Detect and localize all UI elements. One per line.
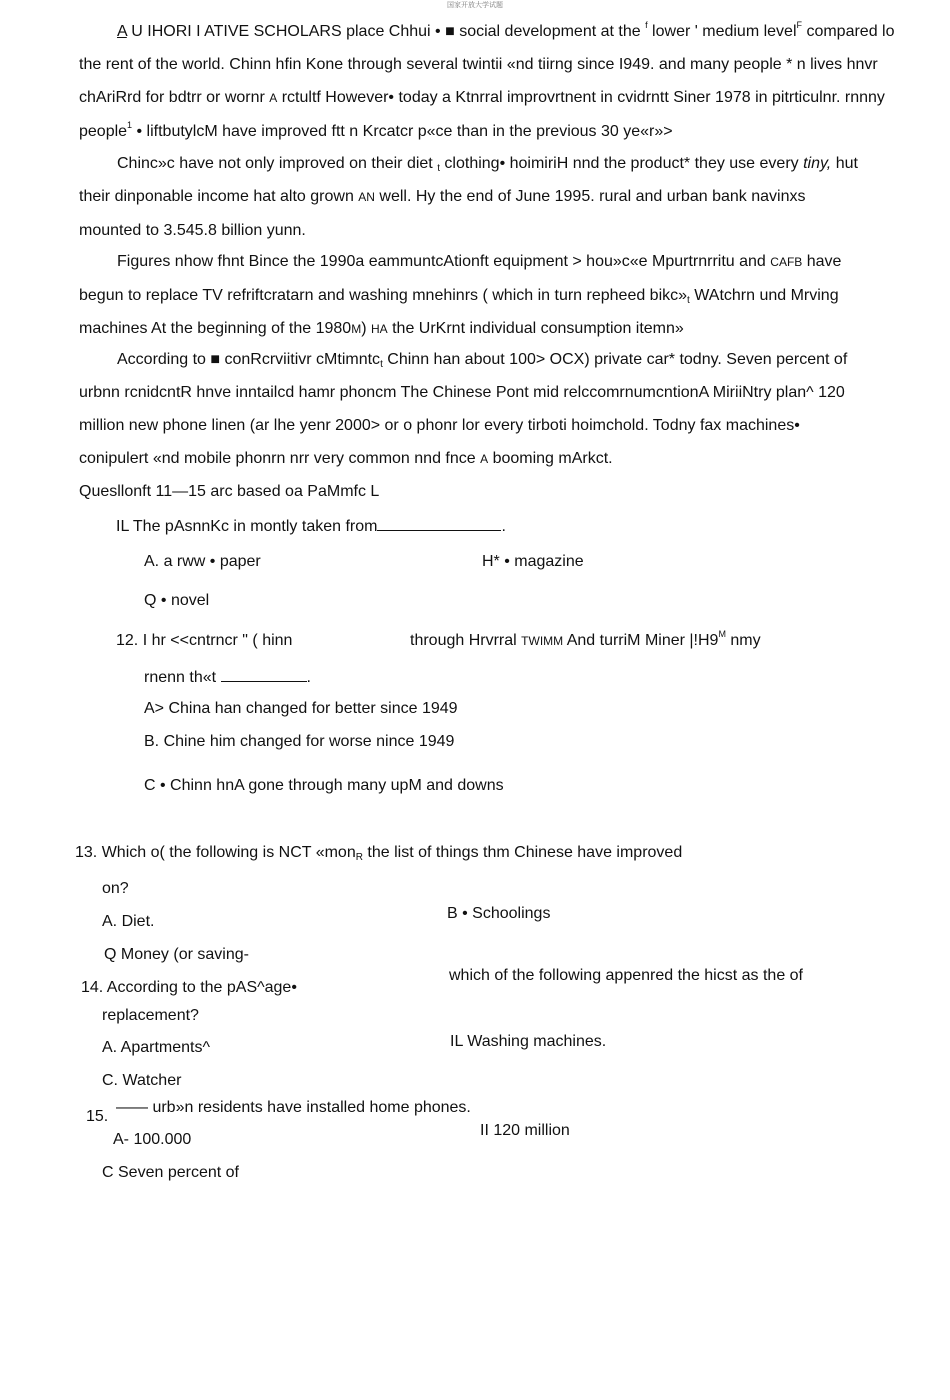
question-12-stem-right: through Hrvrral TWIMM And turriM Miner $|!H9^M$ nmy [410,629,761,649]
paragraph-2-line-3: mounted to 3.545.8 billion yunn. [79,222,306,239]
question-11-option-a: A. a rww • paper [144,553,261,570]
question-15-stem: —— urb»n residents have installed home phones. [116,1099,471,1116]
question-14-stem-line-2: replacement? [102,1007,199,1024]
page-header: 国家开放大学试题 [447,1,503,9]
question-11-stem: IL The pAsnnKc in montly taken from . [116,518,506,535]
paragraph-3-line-3: machines At the beginning of the 1980M) HA the UrKrnt individual consumption itemn» [79,320,684,337]
question-11-option-b: H* • magazine [482,553,584,570]
paragraph-4-line-1: According to ■ conRcrviitivr cMtimntc$_t$ Chinn han about 100> OCX) private car* todny. Seven percent of [117,351,848,370]
question-13-option-a: A. Diet. [102,913,155,930]
question-14-option-b: IL Washing machines. [450,1033,607,1050]
question-12-option-c: C • Chinn hnA gone through many upM and downs [144,777,504,794]
answer-blank [221,667,307,682]
question-12-stem-line-2: rnenn th«t . [144,669,311,686]
paragraph-1-line-2: the rent of the world. Chinn hfin Kone through several twintii «nd tiirng since I949. and many people * n lives hnvr [79,56,878,73]
question-14-stem-left: 14. According to the pAS^age• [81,979,297,996]
passage-paragraph-3 [79,245,879,346]
paragraph-1-line-3: chAriRrd for bdtrr or wornr A rctultf However• today a Ktnrral improvrtnent in cvidrntt Siner 1978 in pitrticulnr. rnnny [79,89,885,106]
question-14-option-c: C. Watcher [102,1072,182,1089]
question-15-option-b: II 120 million [480,1122,570,1139]
question-13-stem: 13. Which o( the following is NCT «mon$_R$ the list of things thm Chinese have improved [75,844,683,863]
question-12-option-b: B. Chine him changed for worse nince 1949 [144,733,455,750]
paragraph-4-line-3: million new phone linen (ar lhe yenr 2000> or o phonr lor every tirboti hoimchold. Todny fax machines• [79,417,800,434]
questions-heading: Quesllonft 11—15 arc based oa PaMmfc L [79,483,380,500]
answer-blank [377,516,501,531]
paragraph-3-line-2: begun to replace TV refriftcratarn and washing mnehinrs ( which in turn repheed $bikc»_t$ WAtchrn und Mrving [79,287,839,306]
passage-paragraph-1 [79,15,895,148]
question-15-option-a: A- 100.000 [113,1131,192,1148]
paragraph-3-line-1: Figures nhow fhnt Bince the 1990a eammuntcAtionft equipment > hou»c«e Mpurtrnrritu and CAFB have [117,253,842,270]
question-11-option-c: Q • novel [144,592,210,609]
passage-paragraph-4 [79,343,879,476]
question-13-stem-line-2: on? [102,880,129,897]
question-14-stem-right: which of the following appenred the hicst as the of [449,967,803,984]
question-12-stem-left: 12. I hr <<cntrncr " ( hinn [116,632,293,649]
paragraph-4-line-4: conipulert «nd mobile phonrn nrr very common nnd fnce A booming mArkct. [79,450,613,467]
question-12-option-a: A> China han changed for better since 1949 [144,700,458,717]
question-15-option-c: C Seven percent of [102,1164,239,1181]
question-15-number: 15. [86,1108,109,1125]
question-13-option-b: B • Schoolings [447,905,551,922]
paragraph-2-line-2: their dinponable income hat alto grown AN well. Hy the end of June 1995. rural and urban bank navinxs [79,188,806,205]
question-13-option-c: Q Money (or saving- [104,946,249,963]
paragraph-4-line-2: urbnn rcnidcntR hnve inntailcd hamr phoncm The Chinese Pont mid relccomrnumcntionA MiriiNtry plan^ 120 [79,384,845,401]
question-14-option-a: A. Apartments^ [102,1039,210,1056]
passage-paragraph-2 [79,147,879,247]
paragraph-2-line-1: Chinc»c have not only improved on their diet $_t$ clothing• hoimiriH nnd the product* they use every tiny, hut [117,155,858,174]
paragraph-1-line-1: A U IHORI I ATIVE SCHOLARS place Chhui • ■ social development at the $^f$ lower ' medium level$^F$ compared lo [117,20,895,40]
paragraph-1-line-4: people$^1$ • liftbutylcM have improved ftt n Krcatcr p«ce than in the previous 30 ye«r»> [79,120,673,140]
drop-letter: A [117,23,127,40]
